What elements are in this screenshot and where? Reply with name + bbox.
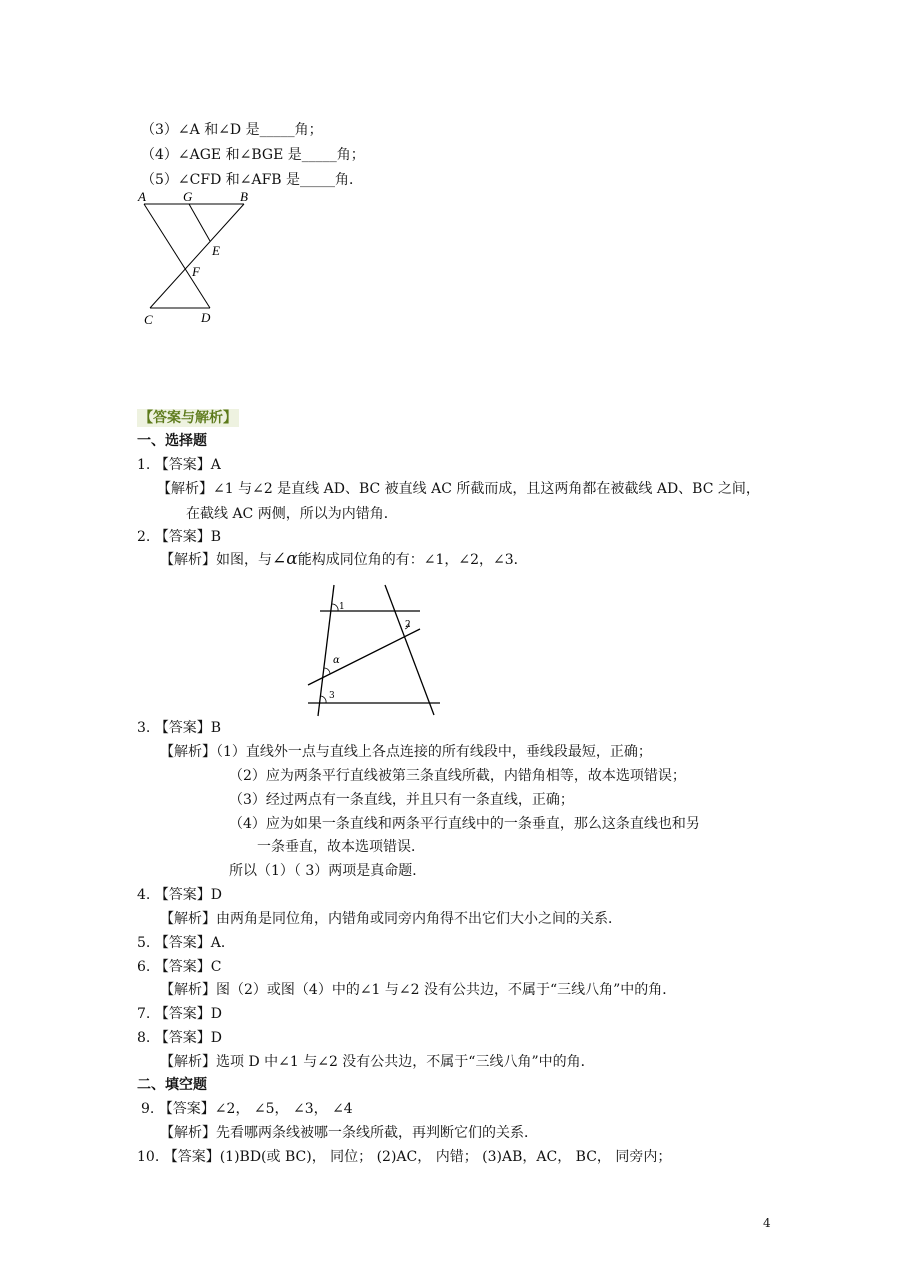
label-E: E xyxy=(212,243,220,258)
q3-explanation-5: 所以（1）（ 3）两项是真命题． xyxy=(229,863,427,879)
label-D: D xyxy=(201,310,211,325)
section-choice-title: 一、选择题 xyxy=(137,433,207,449)
crossing-lines-figure xyxy=(132,186,262,331)
section-fill-title: 二、填空题 xyxy=(137,1077,207,1093)
label-B: B xyxy=(240,189,248,204)
q6-explanation: 【解析】图（2）或图（4）中的∠1 与∠2 没有公共边，不属于“三线八角”中的角． xyxy=(160,982,677,998)
q2-explanation: 【解析】如图，与∠α能构成同位角的有：∠1，∠2，∠3． xyxy=(160,549,528,569)
q8-explanation: 【解析】选项 D 中∠1 与∠2 没有公共边，不属于“三线八角”中的角． xyxy=(160,1054,595,1070)
label-C: C xyxy=(144,312,153,327)
q2-answer: 2. 【答案】B xyxy=(137,529,222,545)
parallel-lines-figure xyxy=(302,582,444,720)
q4-answer: 4. 【答案】D xyxy=(137,887,223,903)
q3-explanation-4: 一条垂直，故本选项错误． xyxy=(257,839,425,855)
page-number: 4 xyxy=(763,1216,771,1230)
q4-explanation: 【解析】由两角是同位角，内错角或同旁内角得不出它们大小之间的关系． xyxy=(160,911,622,927)
q8-answer: 8. 【答案】D xyxy=(137,1030,223,1046)
label-3: 3 xyxy=(329,691,335,701)
q3-explanation-1: （2）应为两条平行直线被第三条直线所截，内错角相等，故本选项错误； xyxy=(229,768,686,784)
q1-explanation-2: 在截线 AC 两侧，所以为内错角． xyxy=(186,506,398,522)
q9-answer: 9. 【答案】∠2， ∠5， ∠3， ∠4 xyxy=(141,1101,353,1117)
answers-header: 【答案与解析】 xyxy=(139,410,237,426)
q3-answer: 3. 【答案】B xyxy=(137,720,222,736)
problem-line-4: （4）∠AGE 和∠BGE 是_____角； xyxy=(141,147,365,163)
label-2: 2 xyxy=(405,620,411,630)
label-G: G xyxy=(183,189,193,204)
q9-explanation: 【解析】先看哪两条线被哪一条线所截，再判断它们的关系． xyxy=(160,1125,538,1141)
q1-answer: 1. 【答案】A xyxy=(137,457,221,473)
q3-explanation-0: 【解析】（1）直线外一点与直线上各点连接的所有线段中，垂线段最短，正确； xyxy=(160,744,652,760)
q5-answer: 5. 【答案】A． xyxy=(137,935,235,951)
q3-explanation-2: （3）经过两点有一条直线，并且只有一条直线，正确； xyxy=(229,792,574,808)
q7-answer: 7. 【答案】D xyxy=(137,1006,223,1022)
alpha-angle: ∠α xyxy=(272,549,298,569)
label-F: F xyxy=(192,264,200,279)
label-alpha: α xyxy=(333,655,340,666)
problem-line-5: （5）∠CFD 和∠AFB 是_____角． xyxy=(141,172,364,188)
problem-line-3: （3）∠A 和∠D 是_____角； xyxy=(141,122,323,138)
q10-answer: 10. 【答案】(1)BD(或 BC)， 同位； (2)AC， 内错； (3)AB，AC， BC， 同旁内； xyxy=(137,1149,672,1165)
q6-answer: 6. 【答案】C xyxy=(137,959,222,975)
q3-explanation-3: （4）应为如果一条直线和两条平行直线中的一条垂直，那么这条直线也和另 xyxy=(229,816,700,832)
label-1: 1 xyxy=(339,602,345,612)
q1-explanation-1: 【解析】∠1 与∠2 是直线 AD、BC 被直线 AC 所截而成，且这两角都在被截线 AD、BC 之间， xyxy=(157,481,760,497)
label-A: A xyxy=(138,189,146,204)
